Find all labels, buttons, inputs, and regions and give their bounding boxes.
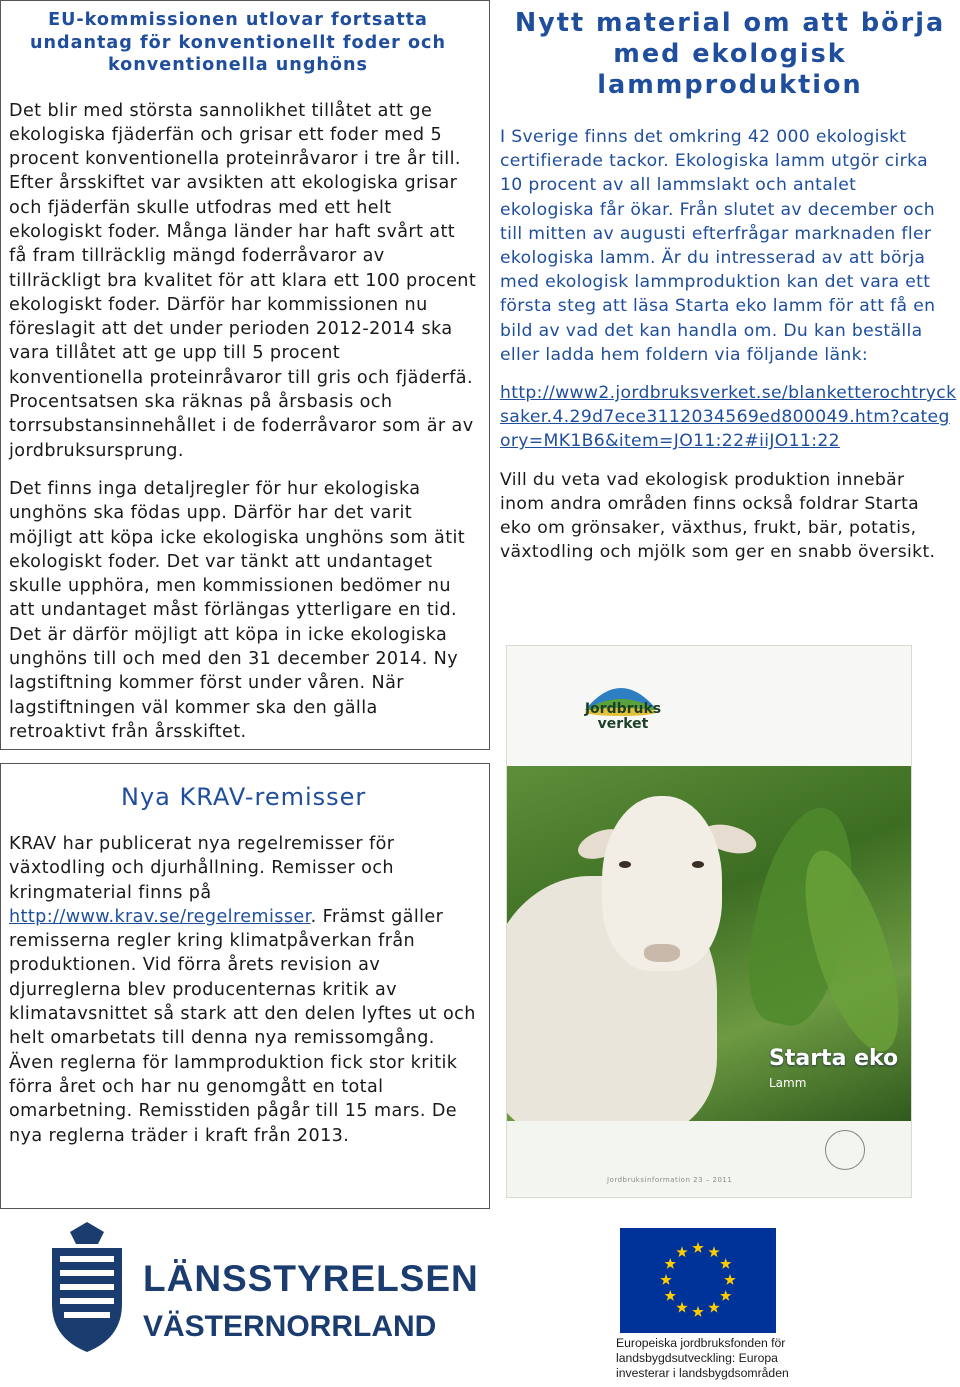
krav-link[interactable]: http://www.krav.se/regelremisser xyxy=(9,906,311,927)
eu-flag-icon xyxy=(620,1228,776,1333)
eu-article-paragraph-1: Det blir med största sannolikhet tillåtet att ge ekologiska fjäderfän och grisar ett foder med 5 procent konventionella proteinråvaror i tre år till. Efter årsskiftet var avsikten att ekologiska grisar och fjäderfän skulle utfodras med ett helt ekologiskt foder. Många länder har haft svårt att få fram tillräcklig mängd foderråvaror av tillräckligt bra kvalitet för att klara ett 100 procent ekologiskt foder. Därför har kommissionen nu föreslagit att det under perioden 2012-2014 ska vara tillåtet att ge upp till 5 procent konventionella proteinråvaror till gris och fjäderfä. Procentsatsen ska räknas på årsbasis och torrsubstansinnehållet i de foderråvaror som är av jordbruksursprung. xyxy=(9,100,477,461)
eu-star-icon xyxy=(708,1302,719,1313)
eu-fund-logo xyxy=(616,1228,820,1383)
brochure-publisher: Jordbruks verket xyxy=(584,701,662,732)
eu-article-title: EU-kommissionen utlovar fortsatta undantag för konventionellt foder och konventionella unghöns xyxy=(29,10,447,75)
lamb-article-paragraph-1: I Sverige finns det omkring 42 000 ekologiskt certifierade tackor. Ekologiska lamm utgör cirka 10 procent av all lammslakt och antalet ekologiska får ökar. Från slutet av december och till mitten av augusti efterfrågar marknaden fler ekologiska lamm. Är du intresserad av att börja med ekologisk lammproduktion kan det vara ett första steg att läsa Starta eko lamm för att få en bild av vad det kan handla om. Du kan beställa eller ladda hem foldern via följande länk: xyxy=(500,127,936,365)
lansstyrelsen-region: VÄSTERNORRLAND xyxy=(143,1310,437,1343)
sheep-eye xyxy=(692,861,704,868)
krav-article-text xyxy=(9,832,479,1148)
lamb-article xyxy=(500,0,960,564)
eu-star-icon xyxy=(676,1302,687,1313)
lansstyrelsen-crest-icon xyxy=(48,1222,126,1354)
krav-article-box xyxy=(0,763,490,1209)
eu-star-icon xyxy=(724,1274,735,1285)
sheep-nose xyxy=(644,944,680,962)
eu-article-paragraph-2: Det finns inga detaljregler för hur ekologiska unghöns ska födas upp. Därför har det varit möjligt att köpa icke ekologiska unghöns som ätit ekologiskt foder. Det var tänkt att undantaget skulle upphöra, men kommissionen bedömer nu att undantaget måst förlängas ytterligare en tid. Det är därför möjligt att köpa in icke ekologiska unghöns till och med den 31 december 2014. Ny lagstiftning kommer först under våren. När lagstiftningen väl kommer ska den gälla retroaktivt från årsskiftet. xyxy=(9,478,466,742)
brochure-title: Starta eko xyxy=(769,1046,899,1071)
brochure-series: Jordbruksinformation 23 – 2011 xyxy=(607,1176,733,1184)
eu-star-icon xyxy=(720,1290,731,1301)
eu-fund-caption: Europeiska jordbruksfonden för landsbygdsutveckling: Europa investerar i landsbygdsområden xyxy=(616,1336,789,1380)
brochure-subtitle: Lamm xyxy=(769,1076,807,1090)
lamb-article-paragraph-2: Vill du veta vad ekologisk produktion innebär inom andra områden finns också foldrar Starta eko om grönsaker, växthus, frukt, bär, potatis, växtodling och mjölk som ger en snabb översikt. xyxy=(500,469,936,563)
krav-text-after-link: . Främst gäller remisserna regler kring klimatpåverkan från produktionen. Vid förra årets revision av djurreglerna blev producenternas kritik av klimatavsnittet så stark att den delen lyftes ut och helt omarbetats till denna nya remissomgång. Även reglerna för lammproduktion fick stor kritik förra året och har nu genomgått en total omarbetning. Remisstiden pågår till 15 mars. De nya reglerna träder i kraft från 2013. xyxy=(9,906,476,1146)
lansstyrelsen-name: LÄNSSTYRELSEN xyxy=(143,1258,479,1299)
eu-star-icon xyxy=(708,1246,719,1257)
brochure-top-band xyxy=(507,646,911,766)
eu-star-icon xyxy=(692,1306,703,1317)
eu-star-icon xyxy=(660,1274,671,1285)
eu-stars-icon xyxy=(620,1228,776,1333)
eu-star-icon xyxy=(676,1246,687,1257)
eu-article-box xyxy=(0,0,490,750)
jordbruksverket-link-block xyxy=(500,381,960,454)
krav-article-title: Nya KRAV-remisser xyxy=(121,783,367,811)
eu-star-icon xyxy=(692,1242,703,1253)
krav-text-before-link: KRAV har publicerat nya regelremisser för växtodling och djurhållning. Remisser och kringmaterial finns på xyxy=(9,834,395,903)
starta-eko-lamm-brochure-image xyxy=(507,646,911,1197)
eu-star-icon xyxy=(720,1258,731,1269)
lamb-article-title: Nytt material om att börja med ekologisk lammproduktion xyxy=(514,8,946,100)
eu-star-icon xyxy=(665,1290,676,1301)
lansstyrelsen-logo xyxy=(48,1222,479,1357)
eu-star-icon xyxy=(665,1258,676,1269)
jordbruksverket-link[interactable]: http://www2.jordbruksverket.se/blanketterochtrycksaker.4.29d7ece3112034569ed800049.htm?category=MK1B6&item=JO11:22#iiJO11:22 xyxy=(500,383,957,452)
brochure-seal-icon xyxy=(825,1130,865,1170)
sheep-eye xyxy=(619,861,631,868)
